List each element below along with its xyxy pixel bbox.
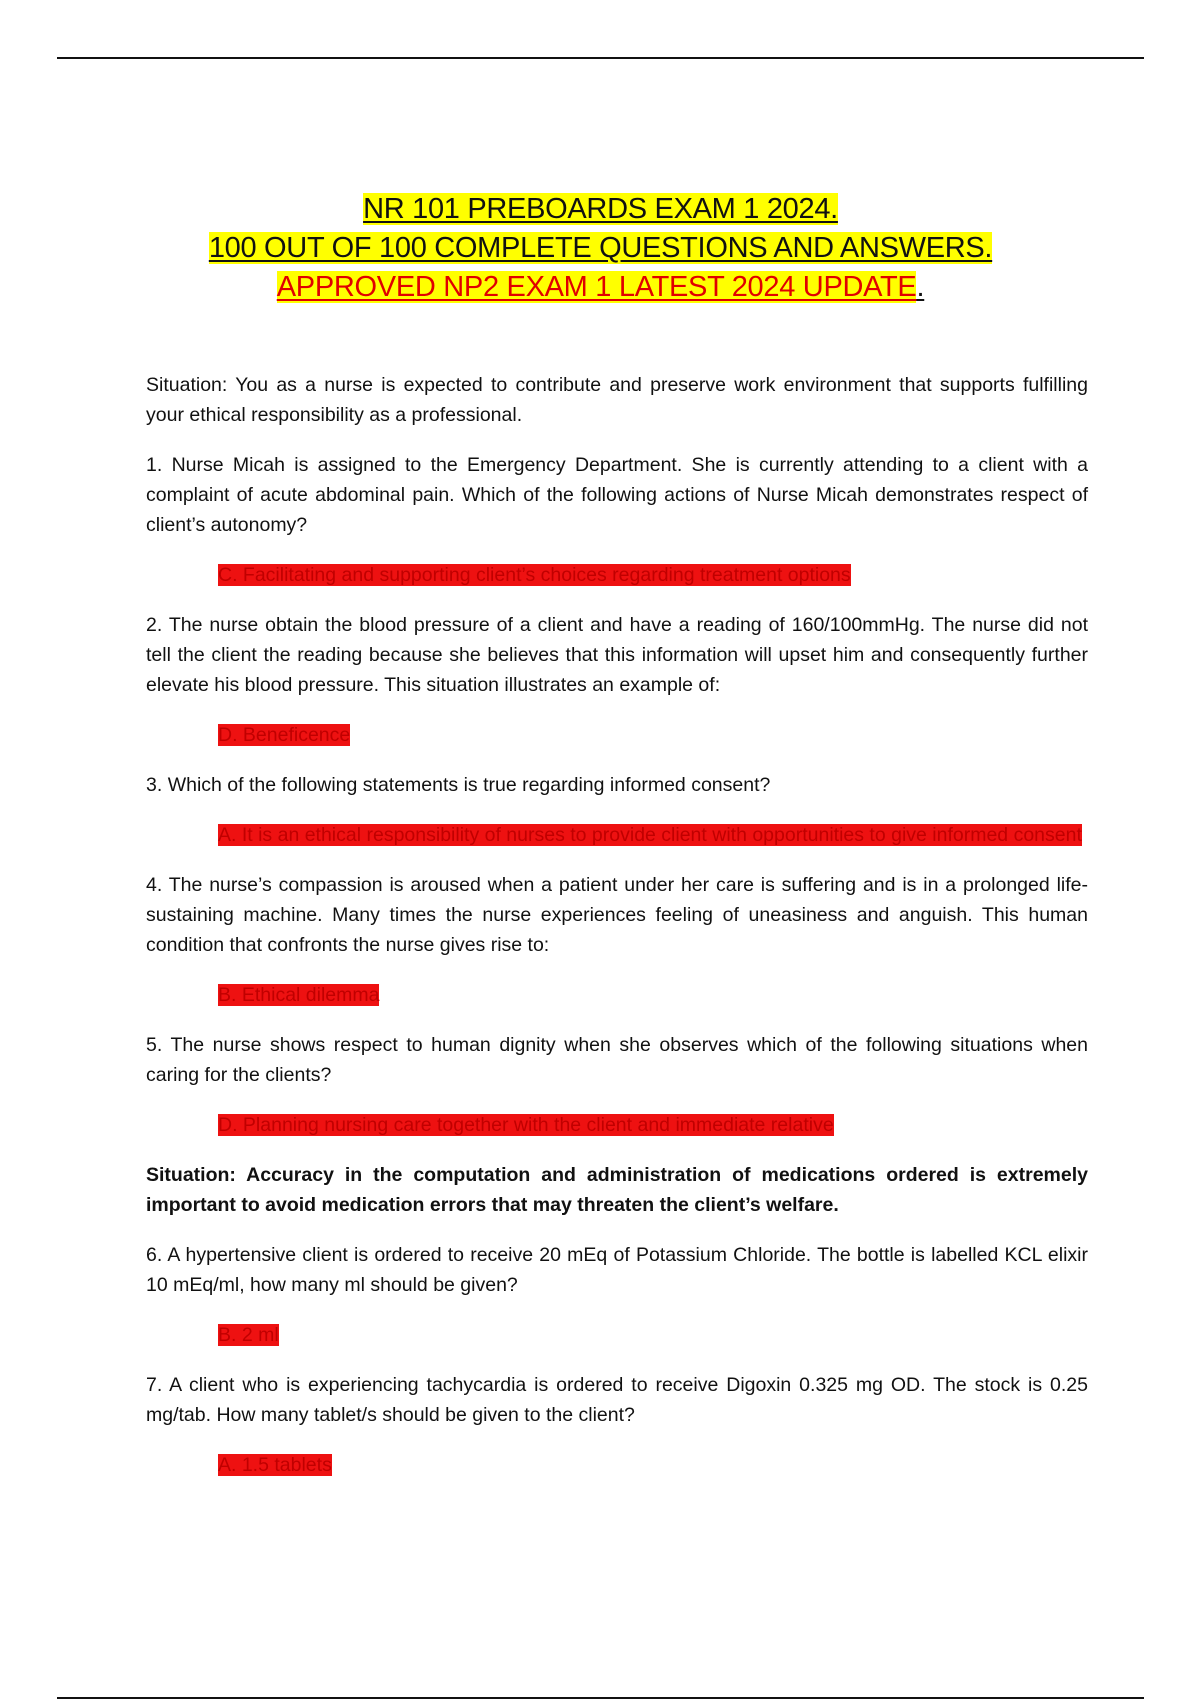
exam-content <box>146 370 1088 1500</box>
question-6: 6. A hypertensive client is ordered to receive 20 mEq of Potassium Chloride. The bottle is labelled KCL elixir 10 mEq/ml, how many ml should be given? <box>146 1244 1088 1296</box>
question-7: 7. A client who is experiencing tachycardia is ordered to receive Digoxin 0.325 mg OD. The stock is 0.25 mg/tab. How many tablet/s should be given to the client? <box>146 1374 1088 1426</box>
bottom-rule <box>57 1697 1144 1699</box>
title-line-3: APPROVED NP2 EXAM 1 LATEST 2024 UPDATE. <box>276 271 925 303</box>
answer-1: C. Facilitating and supporting client’s choices regarding treatment options <box>218 564 851 586</box>
answer-7: A. 1.5 tablets <box>218 1454 332 1476</box>
answer-4: B. Ethical dilemma <box>218 984 380 1006</box>
answer-2: D. Beneficence <box>218 724 351 746</box>
question-3: 3. Which of the following statements is true regarding informed consent? <box>146 774 771 796</box>
question-4: 4. The nurse’s compassion is aroused when a patient under her care is suffering and is in a prolonged life-sustaining machine. Many times the nurse experiences feeling of uneasiness and anguish. This human condition that confronts the nurse gives rise to: <box>146 874 1088 956</box>
answer-6: B. 2 ml <box>218 1324 279 1346</box>
title-line-1: NR 101 PREBOARDS EXAM 1 2024. <box>363 193 838 225</box>
title-line-2: 100 OUT OF 100 COMPLETE QUESTIONS AND ANSWERS. <box>208 232 993 264</box>
situation-2: Situation: Accuracy in the computation and administration of medications ordered is extremely important to avoid medication errors that may threaten the client’s welfare. <box>146 1164 1088 1216</box>
question-5: 5. The nurse shows respect to human dignity when she observes which of the following situations when caring for the clients? <box>146 1034 1088 1086</box>
question-2: 2. The nurse obtain the blood pressure of a client and have a reading of 160/100mmHg. The nurse did not tell the client the reading because she believes that this information will upset him and consequently further elevate his blood pressure. This situation illustrates an example of: <box>146 614 1088 696</box>
question-1: 1. Nurse Micah is assigned to the Emergency Department. She is currently attending to a client with a complaint of acute abdominal pain. Which of the following actions of Nurse Micah demonstrates respect of client’s autonomy? <box>146 454 1089 536</box>
answer-3: A. It is an ethical responsibility of nurses to provide client with opportunities to give informed consent <box>218 824 1082 846</box>
situation-1: Situation: You as a nurse is expected to contribute and preserve work environment that supports fulfilling your ethical responsibility as a professional. <box>146 374 1088 426</box>
document-title <box>57 190 1144 307</box>
answer-5: D. Planning nursing care together with the client and immediate relative <box>218 1114 834 1136</box>
top-rule <box>57 57 1144 59</box>
